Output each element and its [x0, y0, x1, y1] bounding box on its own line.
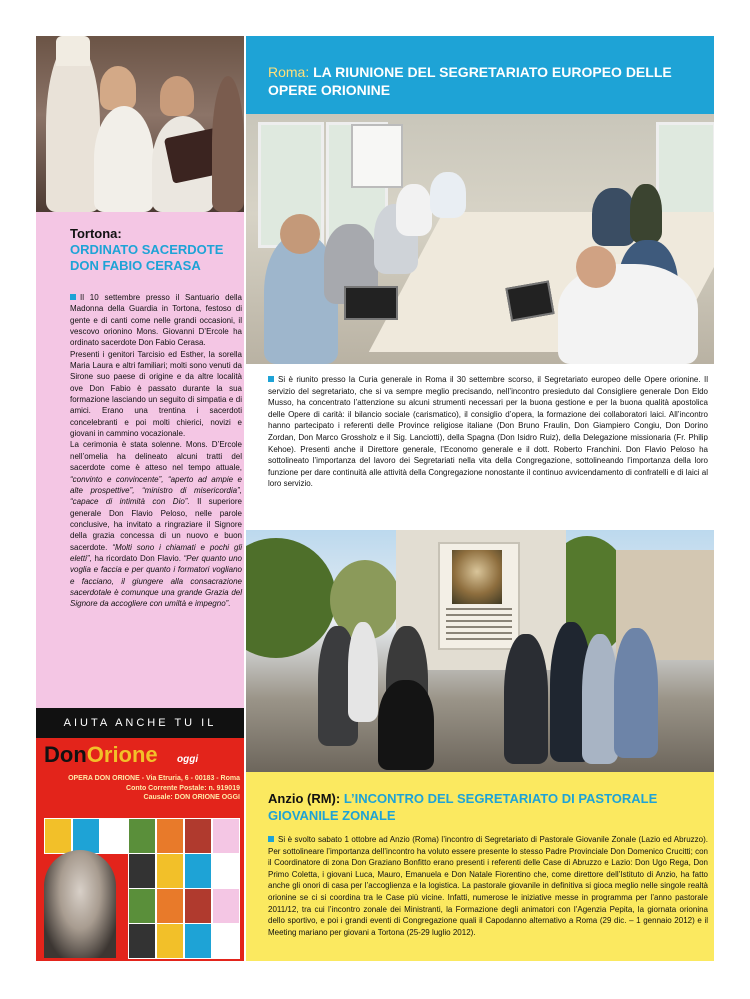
bullet-square-icon: [268, 376, 274, 382]
roma-header: [246, 36, 714, 114]
meeting-photo: [246, 114, 714, 364]
anzio-title: L’INCONTRO DEL SEGRETARIATO DI PASTORALE GIOVANILE ZONALE: [268, 791, 658, 823]
magazine-cover: [128, 853, 156, 889]
magazine-page: [36, 36, 714, 961]
memorial-plaque: [438, 542, 520, 650]
magazine-cover: [44, 818, 72, 854]
magazine-cover: [72, 818, 100, 854]
magazine-cover: [212, 853, 240, 889]
anzio-body: Si è svolto sabato 1 ottobre ad Anzio (Roma) l’incontro di Segretariato di Pastorale Giovanile Zonale (Lazio ed Abruzzo). Per sottolineare l’importanza dell’incontro ha voluto essere presente lo stesso Padre Provinciale Don Domenico Crucitti; con il Coordinatore di zona Don Graziano Bonfitto erano presenti i referenti delle Case di Abruzzo e Lazio: Don Ugo Rega, Don Primo Coletta, i giovani Luca, Mauro, Emanuela e Don Natale Fiorentino che, come direttore dell’Istituto di Anzio, ha fatto anche gli onori di casa per l’accoglienza e la logistica. La pastorale giovanile in definitiva si gioca meglio nelle singole realtà orionine se ci si coordina tra le Case più vicine. Infatti, numerose le iniziative messe in programma per l’anno pastorale 2011/12, tra cui l’incontro zonale dei Ministranti, la Formazione degli animatori con l’Agenzia Pepita, la giornata orionina dello sportivo, e poi i grandi eventi di Congregazione quali il Capodanno alternativo a Roma (29 dic. – 1 gennaio 2012) e il Meeting mariano per giovani a Tortona (25-29 luglio 2012).: [268, 835, 708, 937]
anzio-article: [246, 772, 714, 961]
support-banner: AIUTA ANCHE TU IL: [36, 708, 244, 738]
magazine-cover: [156, 888, 184, 924]
bullet-square-icon: [268, 836, 274, 842]
magazine-cover: [156, 853, 184, 889]
magazine-cover: [128, 888, 156, 924]
magazine-cover: [100, 818, 128, 854]
roma-location: Roma:: [268, 64, 310, 80]
magazine-cover: [156, 923, 184, 959]
magazine-cover: [184, 923, 212, 959]
magazine-cover: [184, 888, 212, 924]
magazine-cover: [212, 888, 240, 924]
group-photo: [246, 530, 714, 772]
tortona-body: Il 10 settembre presso il Santuario della Madonna della Guardia in Tortona, festoso di gente e di canti come nelle grandi occasioni, il vescovo orionino Mons. Giovanni D’Ercole ha ordinato sacerdote Don Fabio Cerasa. Presenti i genitori Tarcisio ed Esther, la sorella Maria Laura e altri familiari; molti sono venuti da Sirone suo paese di origine e da altre località ove Don Fabio è passato durante la sua formazione lasciando un seguito di simpatia e di amici. Erano una trentina i sacerdoti concelebranti e poi molti chierici, novizi e giovani in cammino vocazionale. La cerimonia è stata solenne. Mons. D’Ercole nell’omelia ha delineato alcuni tratti del sacerdote come è atteso nel tempo attuale, “convinto e convincente”, “aperto ad ampie e alte prospettive”, “ministro di misericordia”, “capace di intimità con Dio”. Il superiore generale Don Flavio Peloso, nelle parole conclusive, ha invitato a ringraziare il Signore della grazia concessa di un nuovo e buon sacerdote. “Molti sono i chiamati e pochi gli eletti”, ha ricordato Don Flavio. “Per quanto uno voglia e faccia e per quanto i formatori vogliano e facciano, il giungere alla consacrazione sacerdotale è comunque una grande Grazia del Signore da accogliere con umiltà e impegno”.: [70, 293, 243, 609]
tortona-article: [36, 212, 244, 708]
roma-title: LA RIUNIONE DEL SEGRETARIATO EUROPEO DELLE OPERE ORIONINE: [268, 64, 672, 98]
donation-info: OPERA DON ORIONE - Via Etruria, 6 - 00183 - Roma Conto Corrente Postale: n. 919019 Causale: DON ORIONE OGGI: [68, 775, 240, 802]
tortona-title: ORDINATO SACERDOTE DON FABIO CERASA: [70, 242, 224, 273]
roma-article: [246, 364, 714, 548]
anzio-headline: [268, 790, 708, 824]
left-column: [36, 36, 244, 961]
roma-headline: [268, 63, 708, 99]
magazine-cover: [184, 853, 212, 889]
magazine-cover: [184, 818, 212, 854]
magazine-cover: [128, 923, 156, 959]
bullet-square-icon: [70, 294, 76, 300]
ordination-photo: [36, 36, 244, 212]
donation-box: [36, 738, 244, 961]
magazine-cover: [212, 818, 240, 854]
don-orione-portrait: [44, 850, 116, 958]
right-column: [246, 36, 714, 961]
don-orione-oggi-logo: DonOrione oggi: [44, 742, 199, 767]
magazine-cover: [212, 923, 240, 959]
magazine-cover: [128, 818, 156, 854]
roma-body: Si è riunito presso la Curia generale in Roma il 30 settembre scorso, il Segretariato europeo delle Opere orionine. Il servizio del segretariato, che si va sempre meglio precisando, nell’incontro presieduto dal Consigliere generale Don Eldo Musso, ha concentrato l’attenzione su alcuni strumenti necessari per la buona gestione e per la buona qualità apostolica delle Opere di carità: il bilancio sociale (carismatico), il consiglio d’opera, la formazione dei collaboratori laici. All’incontro hanno partecipato i referenti delle Province religiose italiane (Don Bruno Fraulin, Don Giampiero Congiu, Don Dorino Zordan, Don Marco Grossholz e il Sig. Lanciotti), della Spagna (Don Isidro Ruiz), della Delegazione missionaria (Fr. Philip Kehoe). Presenti anche il Direttore generale, l’Economo generale e il dott. Roberto Franchini. Don Flavio Peloso ha sottolineato l’importanza del lavoro dei Segretariati nella vita della Congregazione, sottolineando l’importanza della loro funzione per dare continuità alle attività della Congregazione nonostante il continuo avvicendamento di confratelli e di laici al loro servizio.: [268, 375, 708, 489]
tortona-location: Tortona:: [70, 226, 122, 241]
magazine-cover: [156, 818, 184, 854]
anzio-location: Anzio (RM):: [268, 791, 341, 806]
